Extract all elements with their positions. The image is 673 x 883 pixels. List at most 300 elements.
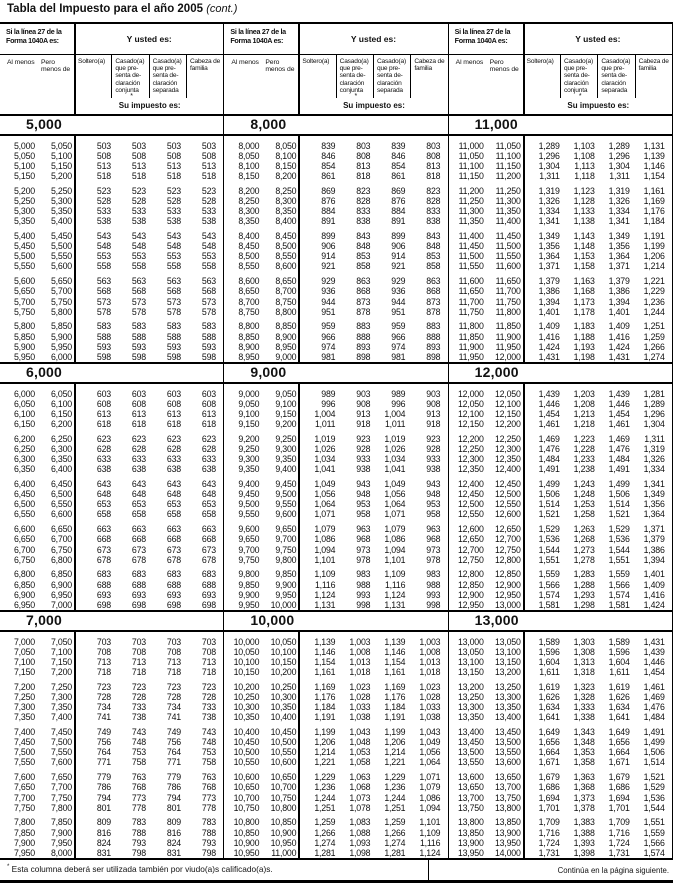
cell-tax-head-of-household: 1,161 bbox=[643, 185, 665, 196]
table-row bbox=[0, 321, 223, 331]
cell-at-least: 8,800 bbox=[238, 321, 260, 332]
cell-tax-married-joint: 978 bbox=[356, 554, 371, 565]
cell-tax-married-separate: 1,289 bbox=[608, 140, 630, 151]
row-group bbox=[224, 186, 447, 226]
cell-tax-married-separate: 1,461 bbox=[608, 419, 630, 430]
cell-less-than: 6,600 bbox=[50, 509, 72, 520]
cell-tax-married-separate: 816 bbox=[166, 827, 181, 838]
cell-tax-single: 1,109 bbox=[314, 569, 336, 580]
cell-tax-married-joint: 1,198 bbox=[573, 351, 595, 362]
table-row bbox=[0, 702, 223, 712]
cell-tax-married-joint: 608 bbox=[131, 398, 146, 409]
cell-less-than: 5,100 bbox=[50, 150, 72, 161]
cell-tax-head-of-household: 1,544 bbox=[643, 802, 665, 813]
cell-at-least: 7,750 bbox=[13, 802, 35, 813]
cell-tax-head-of-household: 1,094 bbox=[419, 802, 441, 813]
cell-tax-single: 1,341 bbox=[538, 216, 560, 227]
table-row bbox=[449, 307, 672, 317]
cell-tax-single: 508 bbox=[96, 150, 111, 161]
column-label-less-than: Pero menos de bbox=[265, 59, 295, 74]
cell-tax-married-separate: 1,454 bbox=[608, 408, 630, 419]
cell-tax-single: 839 bbox=[321, 140, 336, 151]
cell-tax-single: 1,184 bbox=[314, 702, 336, 713]
cell-tax-married-separate: 658 bbox=[166, 509, 181, 520]
cell-tax-married-joint: 648 bbox=[131, 489, 146, 500]
cell-less-than: 12,250 bbox=[494, 433, 521, 444]
cell-tax-married-joint: 923 bbox=[356, 433, 371, 444]
cell-tax-married-joint: 743 bbox=[131, 727, 146, 738]
cell-less-than: 7,200 bbox=[50, 667, 72, 678]
cell-tax-married-joint: 1,213 bbox=[573, 408, 595, 419]
cell-tax-married-joint: 1,283 bbox=[573, 569, 595, 580]
page-title bbox=[7, 3, 237, 15]
cell-tax-married-joint: 683 bbox=[131, 569, 146, 580]
row-group bbox=[0, 389, 223, 429]
cell-at-least: 11,050 bbox=[458, 150, 484, 161]
table-row bbox=[449, 389, 672, 399]
cell-tax-head-of-household: 903 bbox=[426, 388, 441, 399]
cell-tax-married-joint: 1,088 bbox=[349, 827, 371, 838]
cell-at-least: 13,200 bbox=[457, 681, 484, 692]
cell-less-than: 8,800 bbox=[275, 306, 297, 317]
cell-tax-head-of-household: 843 bbox=[426, 231, 441, 242]
cell-less-than: 7,400 bbox=[50, 712, 72, 723]
column-label-single bbox=[75, 55, 111, 98]
cell-tax-married-separate: 809 bbox=[166, 817, 181, 828]
cell-tax-single: 741 bbox=[96, 712, 111, 723]
cell-tax-married-separate: 1,094 bbox=[384, 544, 406, 555]
cell-tax-head-of-household: 1,476 bbox=[643, 702, 665, 713]
cell-at-least: 12,100 bbox=[457, 408, 484, 419]
cell-tax-single: 1,566 bbox=[538, 579, 560, 590]
cell-at-least: 8,950 bbox=[238, 351, 260, 362]
cell-less-than: 9,350 bbox=[275, 454, 297, 465]
cell-at-least: 7,450 bbox=[13, 737, 35, 748]
table-row bbox=[224, 276, 447, 286]
cell-tax-married-separate: 533 bbox=[166, 206, 181, 217]
cell-tax-head-of-household: 1,341 bbox=[643, 479, 665, 490]
cell-tax-single: 734 bbox=[96, 702, 111, 713]
cell-tax-head-of-household: 658 bbox=[201, 509, 216, 520]
tax-bracket-section bbox=[449, 362, 672, 610]
table-footer bbox=[0, 858, 673, 880]
cell-tax-married-separate: 1,019 bbox=[384, 433, 406, 444]
column-label-married-joint-text: Casado(a) que pre- senta de- claración conjunta bbox=[339, 58, 369, 94]
cell-at-least: 6,500 bbox=[13, 499, 35, 510]
cell-at-least: 9,400 bbox=[238, 479, 260, 490]
cell-tax-head-of-household: 688 bbox=[201, 579, 216, 590]
cell-tax-married-separate: 673 bbox=[166, 544, 181, 555]
cell-tax-married-joint: 1,358 bbox=[573, 757, 595, 768]
table-row bbox=[449, 828, 672, 838]
cell-tax-head-of-household: 1,574 bbox=[643, 847, 665, 858]
cell-tax-married-separate: 1,386 bbox=[608, 286, 630, 297]
cell-tax-single: 809 bbox=[96, 817, 111, 828]
cell-less-than: 6,150 bbox=[50, 408, 72, 419]
table-row bbox=[449, 454, 672, 464]
rows-divider-line bbox=[74, 632, 76, 858]
cell-at-least: 12,950 bbox=[457, 599, 484, 610]
tax-table bbox=[0, 22, 673, 883]
cell-at-least: 9,750 bbox=[238, 554, 260, 565]
cell-tax-married-separate: 1,544 bbox=[608, 544, 630, 555]
column-label-single-text: Soltero(a) bbox=[302, 58, 330, 65]
cell-tax-married-separate: 1,626 bbox=[608, 692, 630, 703]
cell-tax-married-separate: 884 bbox=[391, 206, 406, 217]
cell-tax-head-of-household: 1,439 bbox=[643, 646, 665, 657]
cell-tax-married-joint: 1,208 bbox=[573, 398, 595, 409]
cell-tax-married-separate: 764 bbox=[166, 747, 181, 758]
cell-tax-head-of-household: 823 bbox=[426, 185, 441, 196]
cell-tax-married-joint: 1,008 bbox=[349, 646, 371, 657]
cell-at-least: 6,650 bbox=[13, 534, 35, 545]
cell-tax-head-of-household: 678 bbox=[201, 554, 216, 565]
cell-at-least: 12,400 bbox=[457, 479, 484, 490]
table-row bbox=[224, 342, 447, 352]
table-row bbox=[449, 737, 672, 747]
cell-tax-married-separate: 538 bbox=[166, 216, 181, 227]
cell-at-least: 11,850 bbox=[458, 331, 484, 342]
cell-tax-married-joint: 918 bbox=[356, 419, 371, 430]
cell-tax-married-joint: 588 bbox=[131, 331, 146, 342]
cell-tax-head-of-household: 1,199 bbox=[643, 241, 665, 252]
cell-at-least: 7,700 bbox=[13, 792, 35, 803]
cell-at-least: 10,850 bbox=[233, 827, 260, 838]
cell-tax-married-separate: 771 bbox=[166, 757, 181, 768]
cell-tax-head-of-household: 1,266 bbox=[643, 341, 665, 352]
table-row bbox=[0, 276, 223, 286]
row-group bbox=[224, 817, 447, 857]
cell-tax-married-separate: 1,619 bbox=[608, 681, 630, 692]
table-row bbox=[449, 667, 672, 677]
table-row bbox=[0, 186, 223, 196]
cell-at-least: 9,000 bbox=[238, 388, 260, 399]
cell-tax-single: 1,071 bbox=[314, 509, 336, 520]
cell-at-least: 8,750 bbox=[238, 306, 260, 317]
header-row-top bbox=[449, 24, 672, 55]
table-row bbox=[0, 682, 223, 692]
cell-tax-head-of-household: 1,379 bbox=[643, 534, 665, 545]
table-row bbox=[224, 286, 447, 296]
cell-tax-head-of-household: 1,319 bbox=[643, 444, 665, 455]
cell-at-least: 7,600 bbox=[13, 772, 35, 783]
cell-less-than: 5,350 bbox=[50, 206, 72, 217]
table-row bbox=[449, 817, 672, 827]
cell-tax-married-joint: 1,248 bbox=[573, 489, 595, 500]
cell-tax-single: 1,596 bbox=[538, 646, 560, 657]
table-row bbox=[449, 757, 672, 767]
cell-tax-married-separate: 628 bbox=[166, 444, 181, 455]
cell-at-least: 11,950 bbox=[458, 351, 484, 362]
cell-at-least: 13,250 bbox=[457, 692, 484, 703]
table-row bbox=[449, 782, 672, 792]
cell-tax-married-joint: 1,058 bbox=[349, 757, 371, 768]
cell-tax-single: 1,641 bbox=[538, 712, 560, 723]
table-row bbox=[449, 342, 672, 352]
header-divider-line bbox=[74, 24, 76, 114]
cell-tax-single: 1,289 bbox=[538, 140, 560, 151]
table-row bbox=[449, 524, 672, 534]
table-row bbox=[0, 352, 223, 362]
cell-tax-married-separate: 1,079 bbox=[384, 524, 406, 535]
cell-tax-married-joint: 1,053 bbox=[349, 747, 371, 758]
cell-tax-married-joint: 868 bbox=[356, 286, 371, 297]
cell-at-least: 12,000 bbox=[457, 388, 484, 399]
cell-tax-married-separate: 633 bbox=[166, 454, 181, 465]
table-row bbox=[449, 747, 672, 757]
cell-tax-head-of-household: 643 bbox=[201, 479, 216, 490]
cell-less-than: 8,050 bbox=[275, 140, 297, 151]
column-label-single-text: Soltero(a) bbox=[526, 58, 554, 65]
cell-at-least: 5,100 bbox=[13, 160, 35, 171]
cell-tax-married-separate: 899 bbox=[391, 231, 406, 242]
cell-tax-married-separate: 749 bbox=[166, 727, 181, 738]
table-row bbox=[224, 206, 447, 216]
row-group bbox=[449, 141, 672, 181]
cell-tax-head-of-household: 638 bbox=[201, 464, 216, 475]
cell-less-than: 7,300 bbox=[50, 692, 72, 703]
table-row bbox=[224, 261, 447, 271]
cell-tax-head-of-household: 938 bbox=[426, 464, 441, 475]
cell-less-than: 7,750 bbox=[50, 792, 72, 803]
cell-tax-single: 1,086 bbox=[314, 534, 336, 545]
cell-tax-married-joint: 1,333 bbox=[573, 702, 595, 713]
cell-at-least: 10,150 bbox=[233, 667, 260, 678]
column-label-married-joint-text: Casado(a) que pre- senta de- claración conjunta bbox=[563, 58, 593, 94]
cell-tax-married-joint: 1,098 bbox=[349, 847, 371, 858]
cell-less-than: 10,850 bbox=[270, 817, 297, 828]
table-row bbox=[449, 712, 672, 722]
cell-less-than: 6,900 bbox=[50, 579, 72, 590]
table-row bbox=[0, 692, 223, 702]
cell-at-least: 5,150 bbox=[13, 171, 35, 182]
cell-tax-married-joint: 883 bbox=[356, 321, 371, 332]
cell-at-least: 9,200 bbox=[238, 433, 260, 444]
cell-at-least: 8,150 bbox=[238, 171, 260, 182]
header-row-columns bbox=[0, 55, 223, 112]
cell-tax-single: 1,161 bbox=[314, 667, 336, 678]
cell-tax-single: 794 bbox=[96, 792, 111, 803]
cell-at-least: 7,550 bbox=[13, 757, 35, 768]
cell-tax-head-of-household: 518 bbox=[201, 171, 216, 182]
header-divider-line bbox=[523, 24, 525, 114]
cell-tax-married-joint: 503 bbox=[131, 140, 146, 151]
cell-less-than: 12,700 bbox=[494, 534, 521, 545]
cell-tax-married-separate: 1,131 bbox=[384, 599, 406, 610]
cell-tax-head-of-household: 1,281 bbox=[643, 388, 665, 399]
cell-less-than: 12,550 bbox=[494, 499, 521, 510]
tax-bracket-section bbox=[0, 610, 223, 858]
cell-at-least: 11,200 bbox=[458, 185, 484, 196]
table-row bbox=[449, 793, 672, 803]
cell-less-than: 5,450 bbox=[50, 231, 72, 242]
cell-tax-head-of-household: 1,499 bbox=[643, 737, 665, 748]
table-row bbox=[0, 444, 223, 454]
cell-tax-married-joint: 1,013 bbox=[349, 656, 371, 667]
cell-at-least: 11,700 bbox=[458, 296, 484, 307]
cell-tax-head-of-household: 1,131 bbox=[643, 140, 665, 151]
cell-tax-married-separate: 756 bbox=[166, 737, 181, 748]
cell-at-least: 6,350 bbox=[13, 464, 35, 475]
cell-less-than: 6,850 bbox=[50, 569, 72, 580]
cell-less-than: 10,000 bbox=[270, 599, 297, 610]
row-group bbox=[449, 682, 672, 722]
table-row bbox=[224, 251, 447, 261]
cell-at-least: 5,300 bbox=[13, 206, 35, 217]
table-row bbox=[0, 241, 223, 251]
cell-tax-married-separate: 1,161 bbox=[384, 667, 406, 678]
table-row bbox=[224, 737, 447, 747]
cell-tax-head-of-household: 1,206 bbox=[643, 251, 665, 262]
cell-at-least: 12,850 bbox=[457, 579, 484, 590]
cell-tax-married-joint: 603 bbox=[131, 388, 146, 399]
cell-at-least: 10,750 bbox=[233, 802, 260, 813]
cell-less-than: 6,500 bbox=[50, 489, 72, 500]
cell-tax-married-joint: 803 bbox=[356, 140, 371, 151]
cell-tax-head-of-household: 1,079 bbox=[419, 782, 441, 793]
cell-tax-married-separate: 718 bbox=[166, 667, 181, 678]
cell-tax-single: 1,206 bbox=[314, 737, 336, 748]
cell-tax-married-separate: 678 bbox=[166, 554, 181, 565]
cell-tax-married-joint: 598 bbox=[131, 351, 146, 362]
cell-less-than: 13,350 bbox=[494, 702, 521, 713]
cell-tax-single: 523 bbox=[96, 185, 111, 196]
cell-tax-single: 1,461 bbox=[538, 419, 560, 430]
cell-tax-married-separate: 588 bbox=[166, 331, 181, 342]
cell-tax-head-of-household: 813 bbox=[426, 160, 441, 171]
cell-tax-single: 1,589 bbox=[538, 636, 560, 647]
cell-tax-married-joint: 1,038 bbox=[349, 712, 371, 723]
cell-tax-married-separate: 846 bbox=[391, 150, 406, 161]
cell-tax-married-joint: 1,298 bbox=[573, 599, 595, 610]
cell-tax-married-separate: 548 bbox=[166, 241, 181, 252]
cell-tax-single: 593 bbox=[96, 341, 111, 352]
cell-less-than: 5,050 bbox=[50, 140, 72, 151]
cell-tax-head-of-household: 618 bbox=[201, 419, 216, 430]
cell-at-least: 11,750 bbox=[458, 306, 484, 317]
cell-tax-head-of-household: 1,214 bbox=[643, 261, 665, 272]
column-label-married-separate-text: Casado(a) que pre- senta de- claración separada bbox=[376, 58, 406, 94]
cell-less-than: 13,950 bbox=[494, 837, 521, 848]
cell-tax-married-separate: 1,641 bbox=[608, 712, 630, 723]
cell-tax-head-of-household: 1,139 bbox=[643, 150, 665, 161]
cell-at-least: 8,500 bbox=[238, 251, 260, 262]
cell-tax-married-joint: 958 bbox=[356, 509, 371, 520]
cell-tax-married-joint: 1,368 bbox=[573, 782, 595, 793]
cell-tax-married-joint: 943 bbox=[356, 479, 371, 490]
cell-less-than: 13,650 bbox=[494, 772, 521, 783]
cell-tax-married-separate: 1,011 bbox=[384, 419, 406, 430]
table-row bbox=[224, 171, 447, 181]
cell-tax-married-joint: 798 bbox=[131, 847, 146, 858]
table-row bbox=[0, 464, 223, 474]
cell-less-than: 9,100 bbox=[275, 398, 297, 409]
table-row bbox=[0, 151, 223, 161]
cell-tax-head-of-household: 993 bbox=[426, 589, 441, 600]
cell-tax-married-separate: 1,334 bbox=[608, 206, 630, 217]
cell-tax-married-joint: 1,338 bbox=[573, 712, 595, 723]
cell-tax-married-joint: 628 bbox=[131, 444, 146, 455]
table-row bbox=[449, 286, 672, 296]
cell-tax-head-of-household: 1,244 bbox=[643, 306, 665, 317]
cell-tax-head-of-household: 708 bbox=[201, 646, 216, 657]
tax-bracket-section bbox=[0, 362, 223, 610]
cell-tax-married-separate: 1,266 bbox=[384, 827, 406, 838]
cell-tax-head-of-household: 568 bbox=[201, 286, 216, 297]
cell-tax-head-of-household: 608 bbox=[201, 398, 216, 409]
cell-tax-married-separate: 1,116 bbox=[384, 579, 406, 590]
cell-tax-single: 861 bbox=[321, 171, 336, 182]
cell-tax-head-of-household: 803 bbox=[426, 140, 441, 151]
cell-less-than: 8,950 bbox=[275, 341, 297, 352]
column-label-head-of-household bbox=[410, 55, 447, 98]
cell-tax-single: 1,626 bbox=[538, 692, 560, 703]
table-row bbox=[449, 171, 672, 181]
cell-tax-head-of-household: 1,559 bbox=[643, 827, 665, 838]
cell-at-least: 11,500 bbox=[458, 251, 484, 262]
cell-less-than: 9,000 bbox=[275, 351, 297, 362]
cell-at-least: 12,350 bbox=[457, 464, 484, 475]
cell-at-least: 7,300 bbox=[13, 702, 35, 713]
cell-tax-married-joint: 518 bbox=[131, 171, 146, 182]
cell-tax-married-joint: 1,103 bbox=[573, 140, 595, 151]
cell-tax-head-of-household: 923 bbox=[426, 433, 441, 444]
cell-tax-married-separate: 1,214 bbox=[384, 747, 406, 758]
cell-tax-single: 1,214 bbox=[314, 747, 336, 758]
page-title-main: Tabla del Impuesto para el año 2005 bbox=[7, 3, 203, 15]
cell-tax-married-joint: 1,113 bbox=[574, 160, 595, 171]
cell-tax-single: 723 bbox=[96, 681, 111, 692]
cell-tax-head-of-household: 913 bbox=[426, 408, 441, 419]
cell-tax-single: 1,356 bbox=[538, 241, 560, 252]
cell-less-than: 8,850 bbox=[275, 321, 297, 332]
cell-at-least: 12,900 bbox=[457, 589, 484, 600]
cell-at-least: 12,300 bbox=[457, 454, 484, 465]
cell-tax-single: 944 bbox=[321, 296, 336, 307]
cell-less-than: 6,000 bbox=[50, 351, 72, 362]
cell-tax-single: 1,611 bbox=[539, 667, 560, 678]
cell-tax-single: 1,146 bbox=[314, 646, 336, 657]
column-label-at-least: Al menos bbox=[231, 59, 259, 66]
cell-less-than: 9,400 bbox=[275, 464, 297, 475]
cell-tax-married-joint: 1,313 bbox=[573, 656, 595, 667]
cell-tax-married-separate: 1,274 bbox=[384, 837, 406, 848]
rows-divider-line bbox=[298, 136, 300, 362]
cell-less-than: 8,300 bbox=[275, 196, 297, 207]
cell-less-than: 10,550 bbox=[270, 747, 297, 758]
cell-less-than: 6,050 bbox=[50, 388, 72, 399]
cell-less-than: 10,800 bbox=[270, 802, 297, 813]
cell-tax-married-separate: 1,709 bbox=[608, 817, 630, 828]
cell-at-least: 13,550 bbox=[457, 757, 484, 768]
cell-tax-single: 533 bbox=[96, 206, 111, 217]
cell-at-least: 6,550 bbox=[13, 509, 35, 520]
cell-tax-married-joint: 828 bbox=[356, 196, 371, 207]
cell-at-least: 13,100 bbox=[457, 656, 484, 667]
cell-tax-single: 1,491 bbox=[538, 464, 560, 475]
table-row bbox=[224, 782, 447, 792]
cell-at-least: 11,650 bbox=[458, 286, 484, 297]
cell-tax-married-separate: 583 bbox=[166, 321, 181, 332]
table-header bbox=[0, 24, 223, 114]
cell-at-least: 6,950 bbox=[13, 599, 35, 610]
cell-tax-head-of-household: 543 bbox=[201, 231, 216, 242]
cell-at-least: 5,500 bbox=[13, 251, 35, 262]
cell-less-than: 9,150 bbox=[275, 408, 297, 419]
column-label-less-than: Pero menos de bbox=[41, 59, 71, 74]
cell-less-than: 11,350 bbox=[495, 206, 521, 217]
header-filing-status: Y usted es: bbox=[350, 34, 397, 44]
